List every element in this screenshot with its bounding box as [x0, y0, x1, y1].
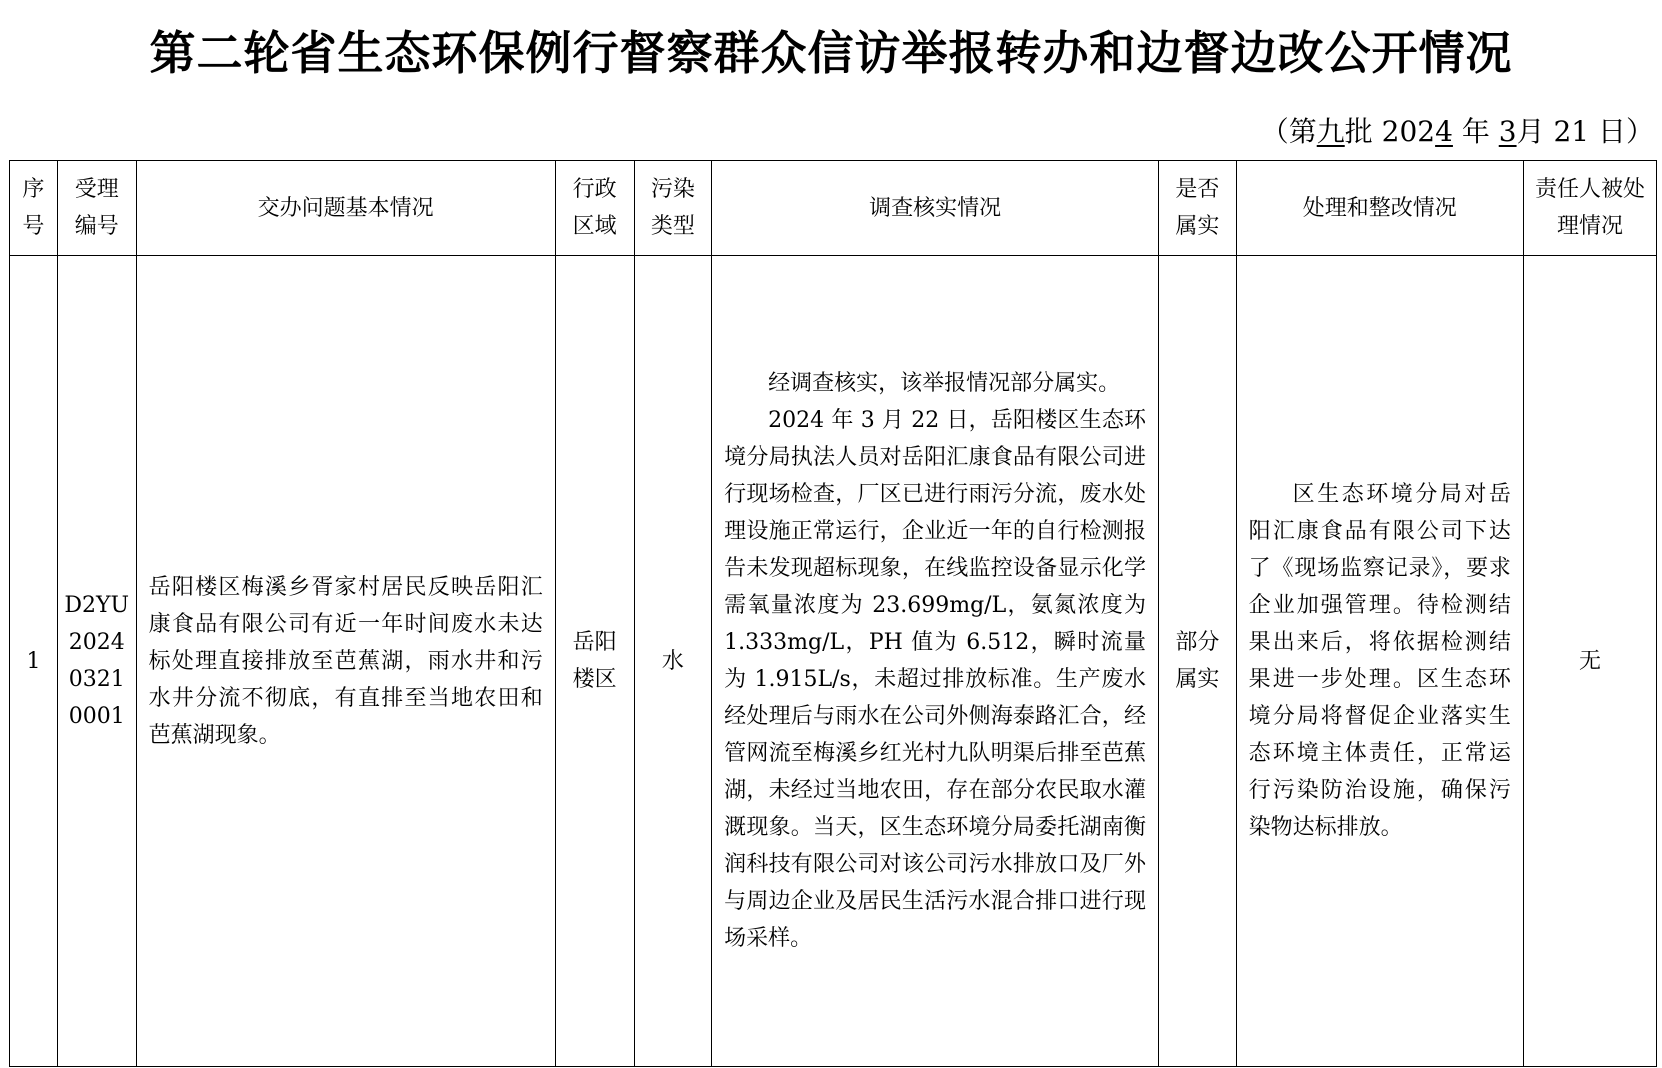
cell-pollution: 水	[634, 256, 712, 1067]
batch-day: 月 21 日）	[1516, 115, 1654, 148]
investigation-summary: 经调查核实，该举报情况部分属实。	[768, 371, 1121, 396]
header-pollution: 污染类型	[634, 161, 712, 256]
cell-issue: 岳阳楼区梅溪乡胥家村居民反映岳阳汇康食品有限公司有近一年时间废水未达标处理直接排放至芭蕉湖，雨水井和污水井分流不彻底，有直排至当地农田和芭蕉湖现象。	[136, 256, 555, 1067]
header-district: 行政区域	[555, 161, 634, 256]
header-case-no: 受理编号	[57, 161, 136, 256]
batch-info	[1261, 112, 1654, 152]
header-seq: 序号	[10, 161, 58, 256]
batch-prefix: （第	[1260, 115, 1317, 148]
page-title: 第二轮省生态环保例行督察群众信访举报转办和边督边改公开情况	[149, 26, 1513, 80]
header-issue: 交办问题基本情况	[136, 161, 555, 256]
batch-month: 3	[1498, 115, 1517, 148]
table-row	[10, 256, 1657, 1067]
handling-text: 区生态环境分局对岳阳汇康食品有限公司下达了《现场监察记录》，要求企业加强管理。待检测结果出来后，将依据检测结果进一步处理。区生态环境分局将督促企业落实生态环境主体责任，正常运行污染防治设施，确保污染物达标排放。	[1248, 482, 1511, 840]
cell-accountability: 无	[1523, 256, 1656, 1067]
batch-mid: 批 202	[1344, 115, 1436, 148]
cell-verified: 部分属实	[1159, 256, 1237, 1067]
cell-case-no: D2YU202403210001	[57, 256, 136, 1067]
cell-investigation	[712, 256, 1159, 1067]
cell-handling	[1236, 256, 1523, 1067]
header-accountability: 责任人被处理情况	[1523, 161, 1656, 256]
batch-year-digit: 4	[1435, 115, 1453, 148]
complaint-table	[9, 160, 1657, 1067]
header-verified: 是否属实	[1159, 161, 1237, 256]
batch-year-suffix: 年	[1452, 115, 1499, 148]
table-header-row	[10, 161, 1657, 256]
batch-number: 九	[1316, 115, 1345, 148]
header-handling: 处理和整改情况	[1236, 161, 1523, 256]
cell-district: 岳阳楼区	[555, 256, 634, 1067]
cell-seq: 1	[10, 256, 58, 1067]
investigation-detail: 2024 年 3 月 22 日，岳阳楼区生态环境分局执法人员对岳阳汇康食品有限公司进行现场检查，厂区已进行雨污分流，废水处理设施正常运行，企业近一年的自行检测报告未发现超标现象，在线监控设备显示化学需氧量浓度为 23.699mg/L，氨氮浓度为 1.333mg/L，PH 值为 6.512，瞬时流量为 1.915L/s，未超过排放标准。生产废水经处理后与雨水在公司外侧海泰路汇合，经管网流至梅溪乡红光村九队明渠后排至芭蕉湖，未经过当地农田，存在部分农民取水灌溉现象。当天，区生态环境分局委托湖南衡润科技有限公司对该公司污水排放口及厂外与周边企业及居民生活污水混合排口进行现场采样。	[724, 408, 1147, 951]
header-investigation: 调查核实情况	[712, 161, 1159, 256]
